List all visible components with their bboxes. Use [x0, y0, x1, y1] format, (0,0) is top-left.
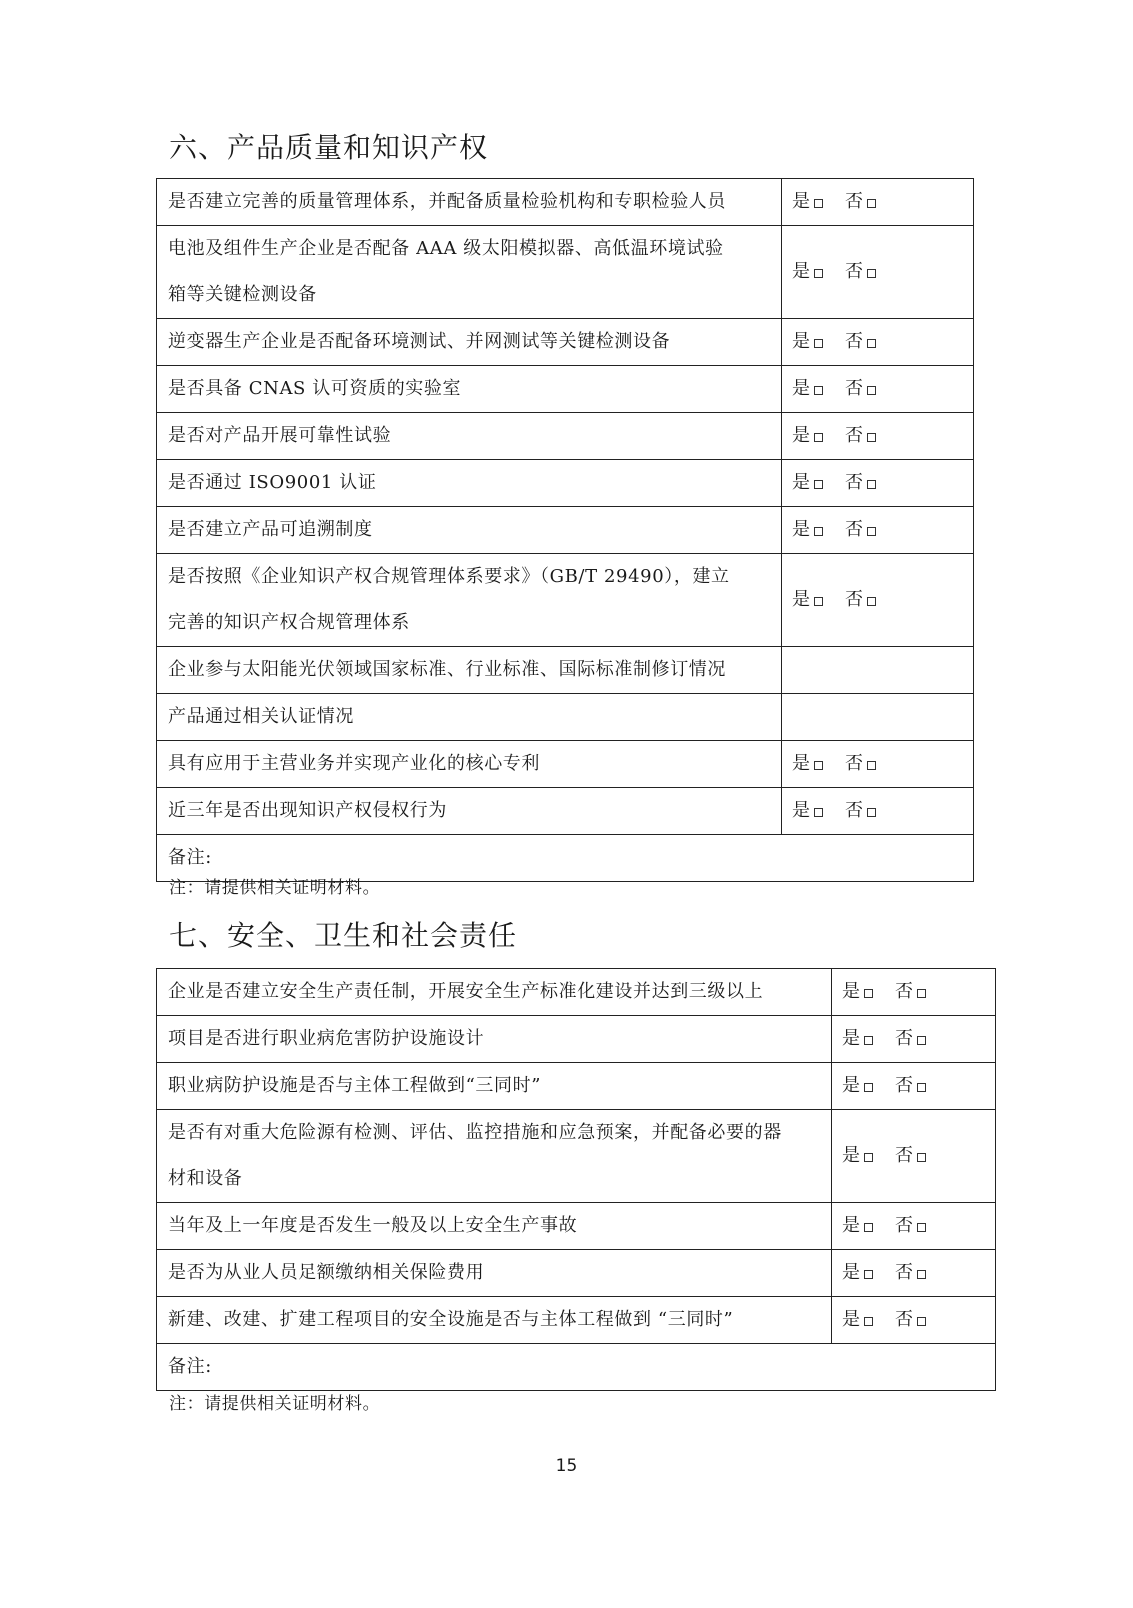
question-text: 新建、改建、扩建工程项目的安全设施是否与主体工程做到 “三同时”: [168, 1309, 734, 1330]
checkbox-icon[interactable]: [814, 808, 823, 817]
answer-cell: [782, 366, 974, 413]
yes-option[interactable]: [792, 519, 823, 540]
table-row: [157, 366, 974, 413]
question-cell: [157, 1203, 832, 1250]
section6-note: 注：请提供相关证明材料。: [169, 878, 381, 898]
checkbox-icon[interactable]: [867, 199, 876, 208]
table-row: [157, 554, 974, 647]
no-option[interactable]: [845, 519, 876, 540]
question-text: 材和设备: [168, 1168, 243, 1189]
checkbox-icon[interactable]: [814, 339, 823, 348]
checkbox-icon[interactable]: [814, 480, 823, 489]
answer-cell: [832, 1297, 996, 1344]
section6-table: [156, 178, 974, 882]
yes-label: 是: [842, 1262, 860, 1283]
section6-rows: [157, 179, 974, 882]
yes-option[interactable]: [842, 1075, 873, 1096]
table-row: [157, 179, 974, 226]
yes-label: 是: [842, 1028, 860, 1049]
no-label: 否: [845, 519, 863, 540]
table-row: [157, 741, 974, 788]
yes-label: 是: [792, 472, 810, 493]
yes-label: 是: [842, 1215, 860, 1236]
yes-option[interactable]: [792, 191, 823, 212]
question-cell: [157, 788, 782, 835]
question-cell: [157, 1297, 832, 1344]
question-text: 近三年是否出现知识产权侵权行为: [168, 800, 447, 821]
no-label: 否: [845, 191, 863, 212]
checkbox-icon[interactable]: [864, 989, 873, 998]
table-row: [157, 507, 974, 554]
question-cell: [157, 647, 782, 694]
checkbox-icon[interactable]: [864, 1223, 873, 1232]
table-row: [157, 647, 974, 694]
question-text: 电池及组件生产企业是否配备 AAA 级太阳模拟器、高低温环境试验: [168, 238, 724, 259]
no-label: 否: [895, 981, 913, 1002]
question-text: 当年及上一年度是否发生一般及以上安全生产事故: [168, 1215, 578, 1236]
checkbox-icon[interactable]: [814, 386, 823, 395]
no-option[interactable]: [845, 800, 876, 821]
section7-table: [156, 968, 996, 1391]
yes-option[interactable]: [792, 589, 823, 610]
checkbox-icon[interactable]: [864, 1083, 873, 1092]
checkbox-icon[interactable]: [864, 1153, 873, 1162]
checkbox-icon[interactable]: [814, 761, 823, 770]
question-text: 完善的知识产权合规管理体系: [168, 612, 410, 633]
question-text: 职业病防护设施是否与主体工程做到“三同时”: [168, 1075, 542, 1096]
checkbox-icon[interactable]: [867, 808, 876, 817]
page-number: 15: [555, 1456, 578, 1476]
question-cell: [157, 507, 782, 554]
no-option[interactable]: [845, 753, 876, 774]
no-option[interactable]: [895, 1028, 926, 1049]
question-text: 是否对产品开展可靠性试验: [168, 425, 392, 446]
remarks-field[interactable]: 备注:: [157, 835, 974, 882]
question-text: 箱等关键检测设备: [168, 284, 317, 305]
answer-cell: [782, 554, 974, 647]
yes-option[interactable]: [842, 1145, 873, 1166]
checkbox-icon[interactable]: [867, 480, 876, 489]
checkbox-icon[interactable]: [917, 989, 926, 998]
yes-option[interactable]: [842, 1215, 873, 1236]
question-text: 是否通过 ISO9001 认证: [168, 472, 377, 493]
table-row: [157, 1297, 996, 1344]
no-label: 否: [895, 1145, 913, 1166]
question-text: 是否建立产品可追溯制度: [168, 519, 373, 540]
checkbox-icon[interactable]: [867, 761, 876, 770]
checkbox-icon[interactable]: [917, 1083, 926, 1092]
checkbox-icon[interactable]: [917, 1270, 926, 1279]
table-row: [157, 1016, 996, 1063]
answer-cell: [832, 1250, 996, 1297]
table-row: [157, 226, 974, 319]
table-row: [157, 694, 974, 741]
answer-cell: [832, 969, 996, 1016]
yes-option[interactable]: [842, 981, 873, 1002]
no-option[interactable]: [845, 425, 876, 446]
no-label: 否: [845, 800, 863, 821]
answer-cell: [782, 460, 974, 507]
no-option[interactable]: [845, 191, 876, 212]
no-option[interactable]: [845, 589, 876, 610]
question-cell: [157, 741, 782, 788]
no-option[interactable]: [845, 378, 876, 399]
yes-label: 是: [792, 519, 810, 540]
table-row: [157, 969, 996, 1016]
answer-cell: [782, 694, 974, 741]
checkbox-icon[interactable]: [917, 1223, 926, 1232]
question-text: 企业参与太阳能光伏领域国家标准、行业标准、国际标准制修订情况: [168, 659, 726, 680]
table-row: [157, 1063, 996, 1110]
no-label: 否: [845, 378, 863, 399]
question-text: 是否具备 CNAS 认可资质的实验室: [168, 378, 462, 399]
table-row: [157, 460, 974, 507]
yes-label: 是: [842, 981, 860, 1002]
answer-cell: [782, 788, 974, 835]
no-label: 否: [895, 1309, 913, 1330]
question-cell: [157, 1110, 832, 1203]
answer-cell: [782, 319, 974, 366]
no-label: 否: [845, 425, 863, 446]
yes-option[interactable]: [792, 800, 823, 821]
answer-cell: [782, 741, 974, 788]
no-option[interactable]: [845, 331, 876, 352]
yes-option[interactable]: [792, 378, 823, 399]
yes-option[interactable]: [842, 1028, 873, 1049]
yes-option[interactable]: [792, 261, 823, 282]
checkbox-icon[interactable]: [864, 1317, 873, 1326]
answer-cell: [782, 179, 974, 226]
checkbox-icon[interactable]: [917, 1317, 926, 1326]
question-text: 项目是否进行职业病危害防护设施设计: [168, 1028, 485, 1049]
question-cell: [157, 413, 782, 460]
yes-label: 是: [842, 1145, 860, 1166]
question-cell: [157, 694, 782, 741]
question-text: 是否有对重大危险源有检测、评估、监控措施和应急预案，并配备必要的器: [168, 1122, 782, 1143]
no-label: 否: [845, 589, 863, 610]
section7-note: 注：请提供相关证明材料。: [169, 1394, 381, 1414]
no-option[interactable]: [845, 261, 876, 282]
yes-label: 是: [792, 378, 810, 399]
question-text: 企业是否建立安全生产责任制，开展安全生产标准化建设并达到三级以上: [168, 981, 764, 1002]
remarks-field[interactable]: 备注:: [157, 1344, 996, 1391]
yes-label: 是: [842, 1075, 860, 1096]
question-cell: [157, 969, 832, 1016]
checkbox-icon[interactable]: [814, 433, 823, 442]
checkbox-icon[interactable]: [814, 597, 823, 606]
section7-rows: [157, 969, 996, 1391]
question-cell: [157, 554, 782, 647]
question-cell: [157, 1250, 832, 1297]
table-row: [157, 319, 974, 366]
no-option[interactable]: [895, 981, 926, 1002]
answer-cell: [782, 507, 974, 554]
question-cell: [157, 1016, 832, 1063]
checkbox-icon[interactable]: [867, 433, 876, 442]
table-row: [157, 788, 974, 835]
no-option[interactable]: [845, 472, 876, 493]
no-label: 否: [895, 1028, 913, 1049]
table-row: [157, 1250, 996, 1297]
checkbox-icon[interactable]: [864, 1270, 873, 1279]
no-option[interactable]: [895, 1145, 926, 1166]
no-option[interactable]: [895, 1075, 926, 1096]
question-cell: [157, 179, 782, 226]
table-row: [157, 413, 974, 460]
yes-label: 是: [792, 191, 810, 212]
yes-label: 是: [792, 261, 810, 282]
section6-title: 六、产品质量和知识产权: [169, 131, 489, 164]
answer-cell: [832, 1203, 996, 1250]
checkbox-icon[interactable]: [917, 1153, 926, 1162]
checkbox-icon[interactable]: [814, 199, 823, 208]
question-text: 具有应用于主营业务并实现产业化的核心专利: [168, 753, 540, 774]
checkbox-icon[interactable]: [814, 527, 823, 536]
yes-option[interactable]: [842, 1309, 873, 1330]
yes-option[interactable]: [842, 1262, 873, 1283]
no-label: 否: [895, 1262, 913, 1283]
answer-cell: [832, 1016, 996, 1063]
yes-option[interactable]: [792, 425, 823, 446]
checkbox-icon[interactable]: [867, 269, 876, 278]
no-option[interactable]: [895, 1309, 926, 1330]
question-text: 产品通过相关认证情况: [168, 706, 354, 727]
question-cell: [157, 226, 782, 319]
checkbox-icon[interactable]: [867, 339, 876, 348]
question-cell: [157, 1063, 832, 1110]
answer-cell: [832, 1063, 996, 1110]
question-text: 是否建立完善的质量管理体系，并配备质量检验机构和专职检验人员: [168, 191, 726, 212]
no-option[interactable]: [895, 1215, 926, 1236]
yes-label: 是: [792, 753, 810, 774]
no-label: 否: [845, 331, 863, 352]
question-text: 是否按照《企业知识产权合规管理体系要求》（GB/T 29490），建立: [168, 566, 730, 587]
yes-option[interactable]: [792, 331, 823, 352]
checkbox-icon[interactable]: [864, 1036, 873, 1045]
remarks-row: [157, 1344, 996, 1391]
no-label: 否: [845, 753, 863, 774]
answer-cell: [782, 647, 974, 694]
checkbox-icon[interactable]: [867, 527, 876, 536]
checkbox-icon[interactable]: [917, 1036, 926, 1045]
table-row: [157, 1110, 996, 1203]
yes-label: 是: [792, 800, 810, 821]
yes-option[interactable]: [792, 753, 823, 774]
table-row: [157, 1203, 996, 1250]
no-option[interactable]: [895, 1262, 926, 1283]
question-cell: [157, 319, 782, 366]
question-text: 逆变器生产企业是否配备环境测试、并网测试等关键检测设备: [168, 331, 671, 352]
question-text: 是否为从业人员足额缴纳相关保险费用: [168, 1262, 485, 1283]
answer-cell: [782, 226, 974, 319]
section7-title: 七、安全、卫生和社会责任: [169, 919, 518, 952]
answer-cell: [832, 1110, 996, 1203]
yes-label: 是: [842, 1309, 860, 1330]
no-label: 否: [845, 261, 863, 282]
question-cell: [157, 366, 782, 413]
yes-label: 是: [792, 589, 810, 610]
no-label: 否: [895, 1075, 913, 1096]
checkbox-icon[interactable]: [867, 386, 876, 395]
no-label: 否: [845, 472, 863, 493]
checkbox-icon[interactable]: [867, 597, 876, 606]
no-label: 否: [895, 1215, 913, 1236]
checkbox-icon[interactable]: [814, 269, 823, 278]
question-cell: [157, 460, 782, 507]
answer-cell: [782, 413, 974, 460]
yes-label: 是: [792, 425, 810, 446]
yes-label: 是: [792, 331, 810, 352]
yes-option[interactable]: [792, 472, 823, 493]
